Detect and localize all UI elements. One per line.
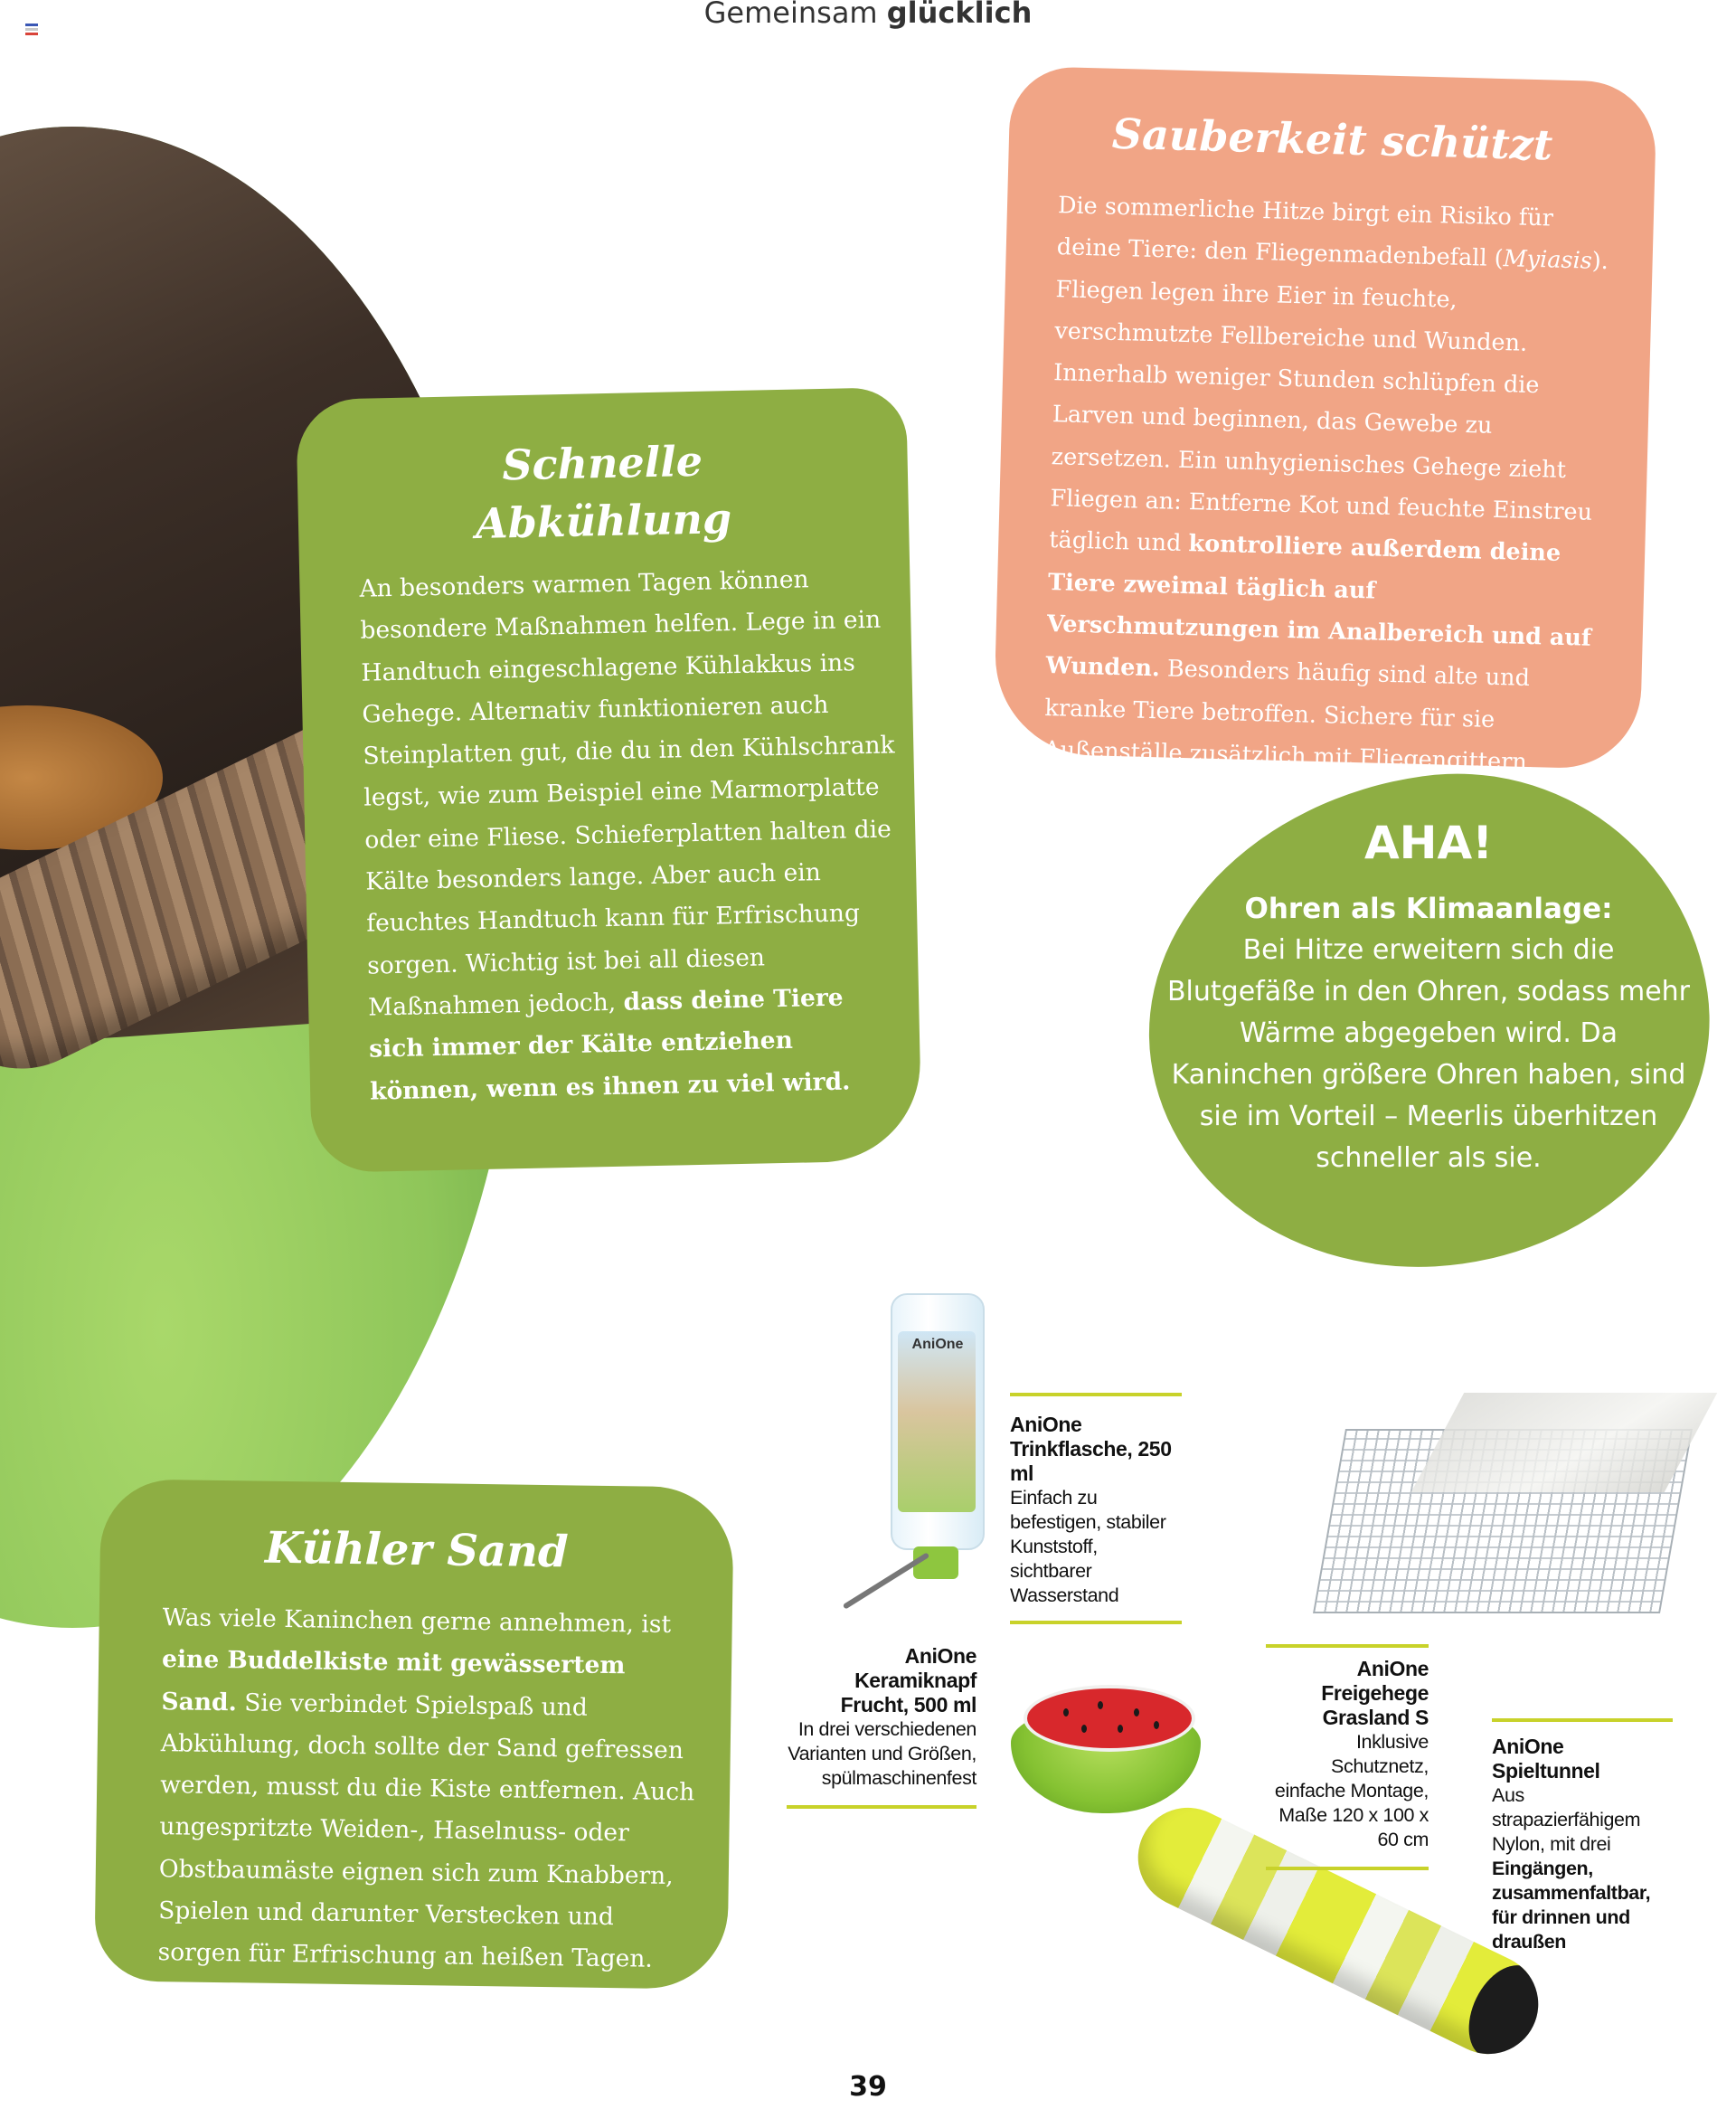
- product-desc: Inklusive Schutznetz, einfache Montage, Maße 120 x 100 x 60 cm: [1274, 1731, 1429, 1850]
- text-part-1: Was viele Kaninchen gerne annehmen, ist: [162, 1603, 672, 1639]
- text-part-3: Besonders häufig sind alte und kranke Tiere betroffen. Sichere für sie Außenställe zusätzlich mit Fliegengittern.: [1043, 655, 1535, 777]
- product-name: AniOne Trinkflasche, 250 ml: [1010, 1413, 1172, 1485]
- enclosure-image: [1320, 1393, 1700, 1646]
- aha-content: [1166, 814, 1691, 1179]
- aha-subtitle: Ohren als Klimaanlage:: [1244, 893, 1613, 925]
- header-title: [703, 0, 1033, 30]
- card-cleanliness-title: Sauberkeit schützt: [1111, 109, 1553, 170]
- card-quick-cooling-title: [297, 428, 910, 556]
- aha-text: Bei Hitze erweitern sich die Blutgefäße in den Ohren, sodass mehr Wärme abgegeben wird. Da Kaninchen größere Ohren haben, sind sie im Vorteil – Meerlis überhitzen schneller als sie.: [1166, 934, 1691, 1174]
- product-name: AniOne Keramiknapf Frucht, 500 ml: [840, 1644, 976, 1717]
- product-desc: Einfach zu befestigen, stabiler Kunststoff, sichtbarer Wasserstand: [1010, 1487, 1166, 1606]
- product-tunnel: [1492, 1718, 1673, 1954]
- card-quick-cooling: [296, 387, 922, 1173]
- enclosure-cover: [1411, 1393, 1717, 1492]
- text-bold: eine Buddelkiste mit gewässertem Sand.: [161, 1645, 626, 1717]
- card-cleanliness: [993, 66, 1657, 777]
- card-quick-cooling-text: [359, 557, 903, 1112]
- product-rule-bottom: [1010, 1621, 1182, 1624]
- title-line-1: Schnelle: [501, 436, 703, 490]
- product-bowl: [787, 1644, 976, 1809]
- product-desc: In drei verschiedenen Varianten und Größen, spülmaschinenfest: [788, 1718, 976, 1789]
- text-bold: dass deine Tiere sich immer der Kälte entziehen können, wenn es ihnen zu viel wird.: [368, 983, 851, 1106]
- product-name: AniOne Spieltunnel: [1492, 1735, 1600, 1783]
- card-cleanliness-text: [1043, 184, 1619, 785]
- text-part-2: Sie verbindet Spielspaß und Abkühlung, doch sollte der Sand gefressen werden, musst du die Kiste entfernen. Auch ungespritzte Weiden-, Haselnuss- oder Obstbaumäste eignen sich zum Knabbern, Spielen und darunter Verstecken und sorgen für Erfrischung an heißen Tagen.: [157, 1688, 695, 1974]
- header-title-prefix: Gemeinsam: [703, 0, 878, 30]
- tunnel-opening: [1455, 1953, 1555, 2071]
- text-bold: kontrolliere außerdem deine Tiere zweimal täglich auf Verschmutzungen im Analbereich und auf Wunden.: [1045, 530, 1592, 683]
- header-title-bold: glücklich: [886, 0, 1033, 30]
- desc-bold: Eingängen, zusammenfaltbar, für drinnen und draußen: [1492, 1858, 1651, 1953]
- aha-title: AHA!: [1363, 817, 1494, 869]
- product-rule-bottom: [1266, 1867, 1429, 1870]
- bowl-inner: [1024, 1685, 1195, 1752]
- product-rule-bottom: [787, 1805, 976, 1809]
- page-header: [0, 0, 1736, 36]
- product-enclosure: [1266, 1644, 1429, 1870]
- product-desc: [1492, 1783, 1673, 1954]
- product-name: AniOne Freigehege Grasland S: [1321, 1657, 1429, 1729]
- desc-regular: Aus strapazierfähigem Nylon, mit drei: [1492, 1784, 1641, 1855]
- title-line-2: Abkühlung: [475, 494, 732, 549]
- water-bottle-image: [891, 1293, 985, 1550]
- page-number: 39: [849, 2071, 887, 2103]
- bottle-brand: AniOne: [911, 1337, 964, 1352]
- text-part-1: Die sommerliche Hitze birgt ein Risiko für deine Tiere: den Fliegenmadenbefall (: [1056, 192, 1554, 273]
- bottle-label: [898, 1331, 976, 1512]
- text-regular: An besonders warmen Tagen können besondere Maßnahmen helfen. Lege in ein Handtuch eingeschlagene Kühlakkus ins Gehege. Alternativ funktionieren auch Steinplatten gut, die du in den Kühlschrank legst, wie zum Beispiel eine Marmorplatte oder eine Fliese. Schieferplatten halten die Kälte besonders lange. Aber auch ein feuchtes Handtuch kann für Erfrischung sorgen. Wichtig ist bei all diesen Maßnahmen jedoch,: [359, 565, 895, 1022]
- text-italic: Myiasis: [1503, 245, 1593, 275]
- bottle-spout: [843, 1552, 929, 1609]
- product-bottle: [1010, 1393, 1182, 1624]
- card-cool-sand-text: [157, 1597, 705, 1981]
- card-cool-sand-title: Kühler Sand: [264, 1522, 569, 1578]
- card-cool-sand: [94, 1479, 734, 1990]
- text-part-2: ). Fliegen legen ihre Eier in feuchte, verschmutzte Fellbereiche und Wunden. Innerhalb weniger Stunden schlüpfen die Larven und beginnen, das Gewebe zu zersetzen. Ein unhygienisches Gehege zieht Fliegen an: Entferne Kot und feuchte Einstreu täglich und: [1048, 247, 1609, 558]
- menu-icon[interactable]: [25, 24, 38, 37]
- ceramic-bowl-image: [1011, 1678, 1201, 1813]
